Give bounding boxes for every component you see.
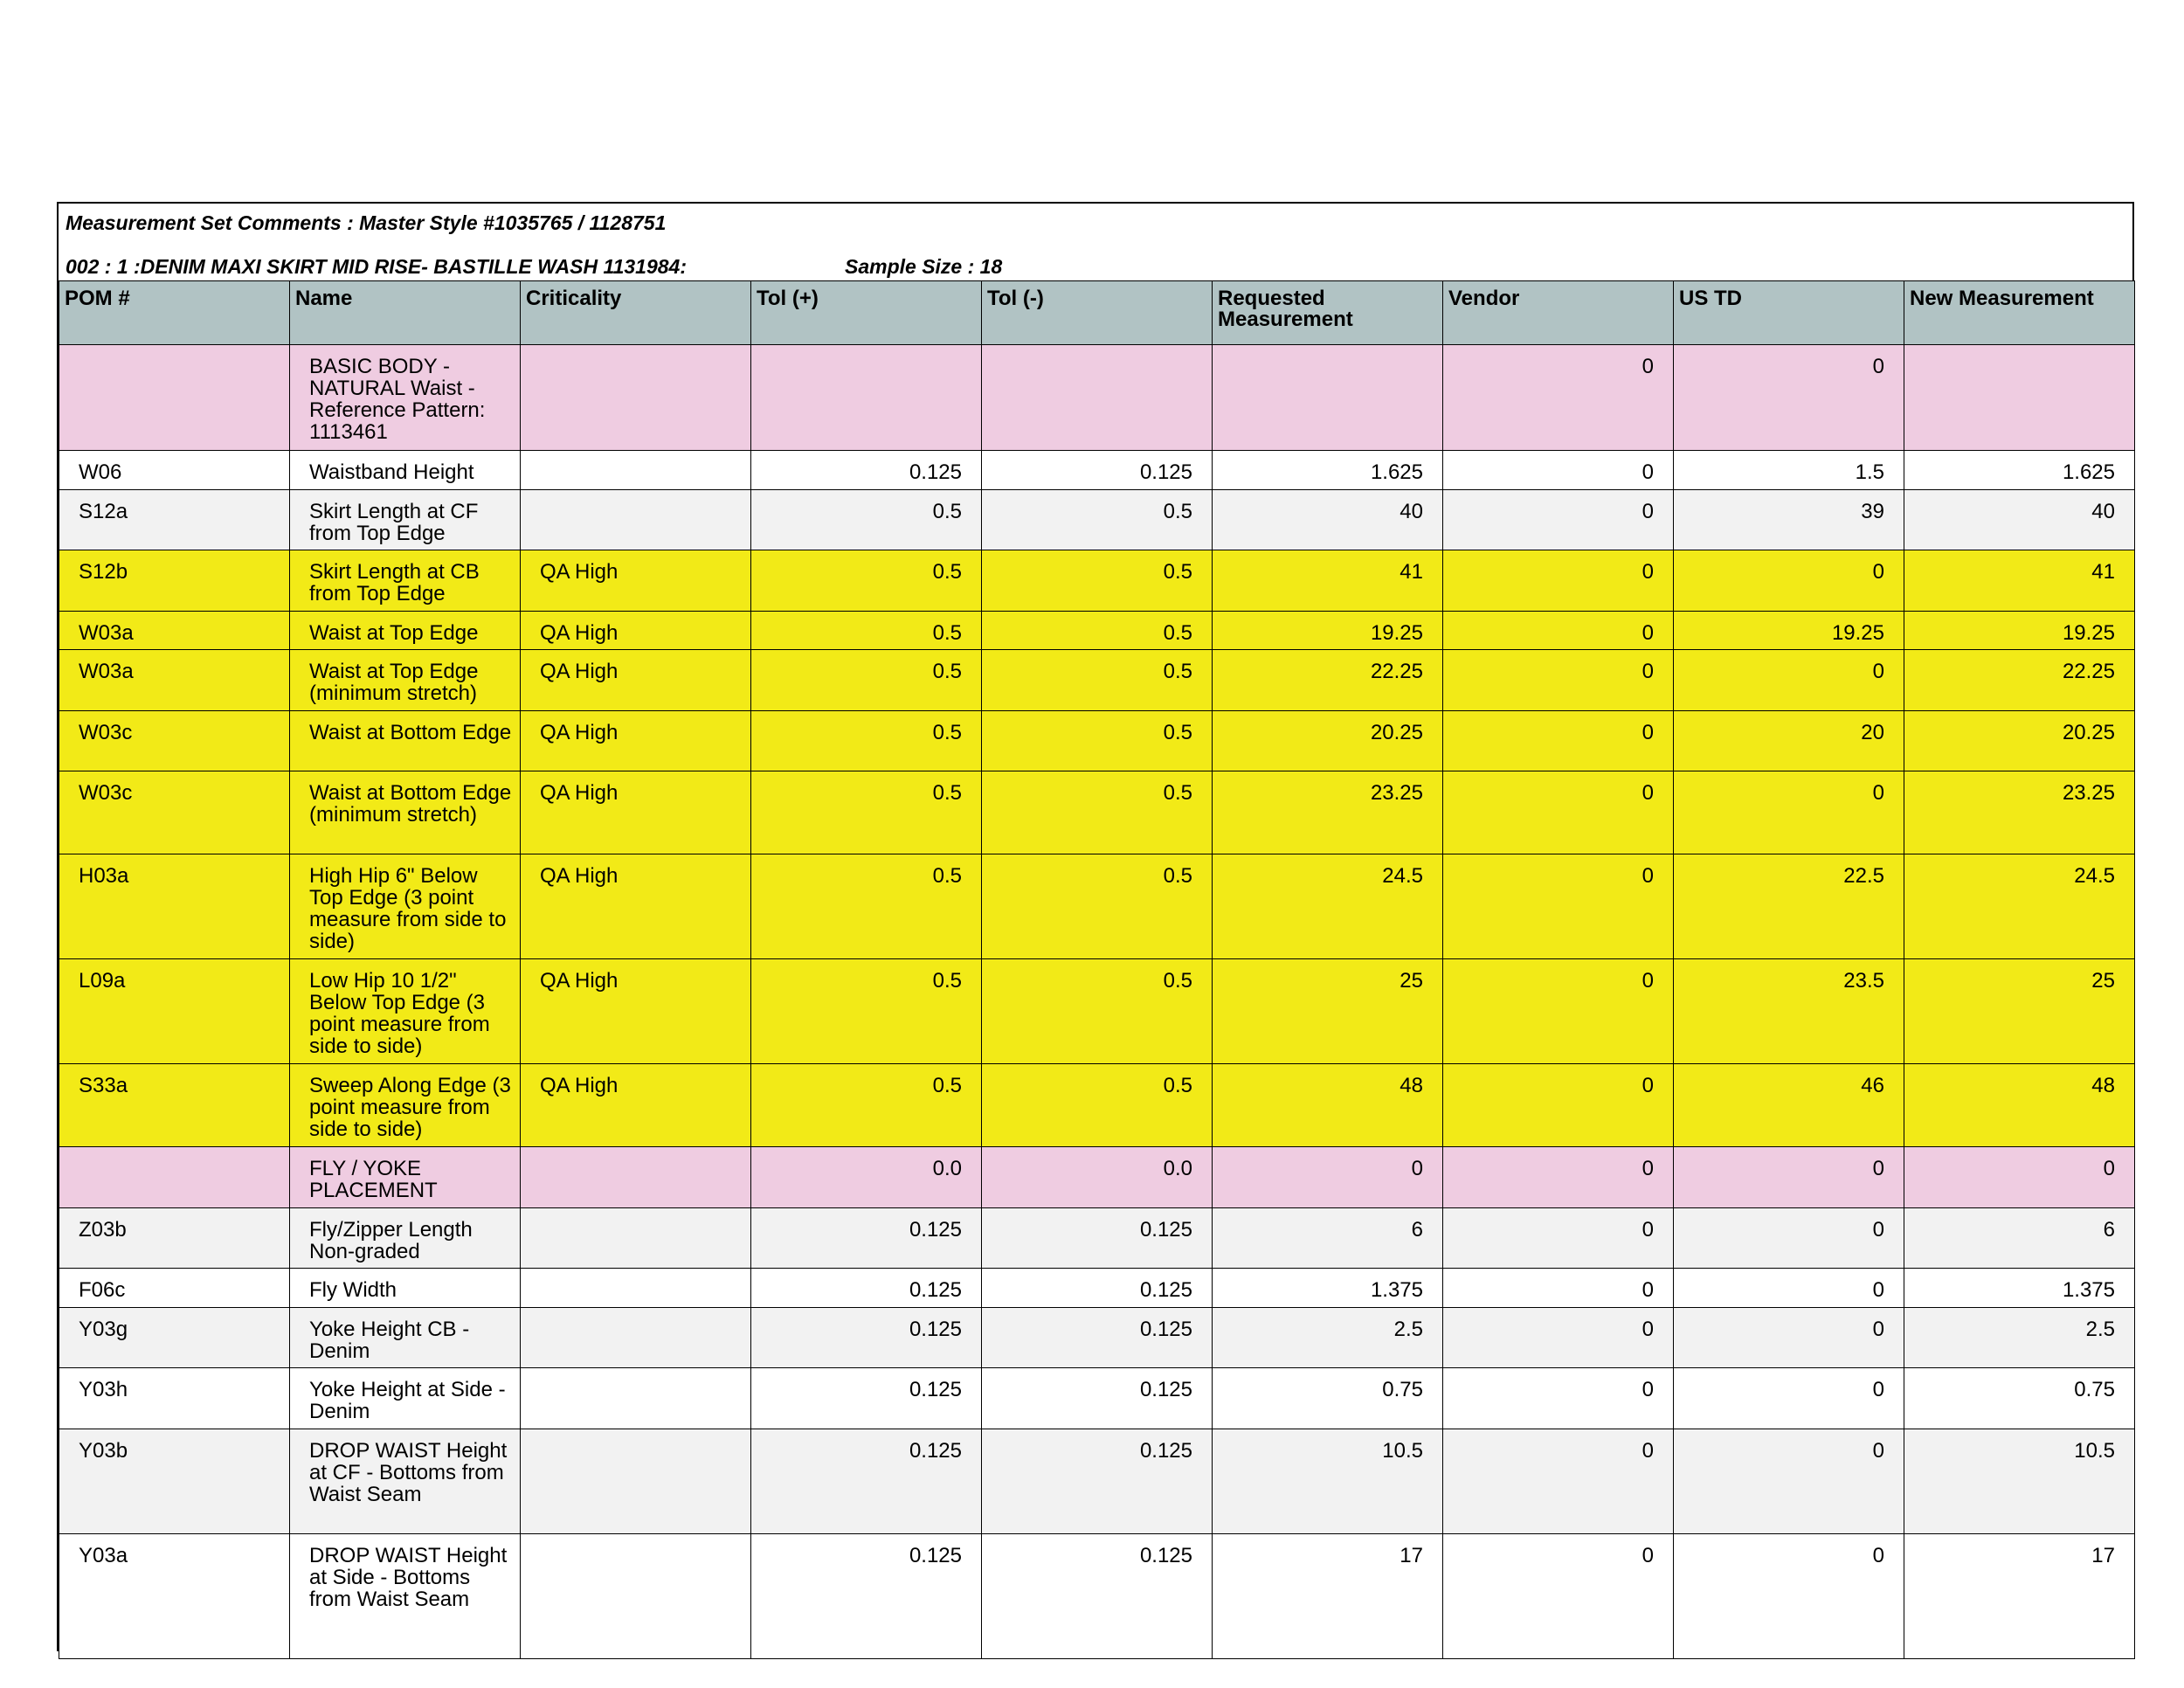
name-cell: Waist at Bottom Edge (minimum stretch) xyxy=(290,771,521,854)
table-row xyxy=(59,1429,2135,1534)
pom-cell: Y03b xyxy=(59,1429,290,1534)
tol-plus-cell: 0.5 xyxy=(751,711,982,771)
name-cell: Fly Width xyxy=(290,1269,521,1308)
us-td-cell: 0 xyxy=(1674,650,1904,711)
pom-cell: S12b xyxy=(59,550,290,612)
pom-cell: Y03a xyxy=(59,1534,290,1659)
col-header-requested: Requested Measurement xyxy=(1213,281,1443,345)
name-cell: DROP WAIST Height at CF - Bottoms from Waist Seam xyxy=(290,1429,521,1534)
name-cell: High Hip 6" Below Top Edge (3 point measure from side to side) xyxy=(290,854,521,959)
us-td-cell: 0 xyxy=(1674,1429,1904,1534)
table-row xyxy=(59,1534,2135,1659)
table-row xyxy=(59,490,2135,550)
header-row xyxy=(59,281,2135,345)
tol-plus-cell xyxy=(751,345,982,451)
criticality-cell: QA High xyxy=(521,650,751,711)
vendor-cell: 0 xyxy=(1443,1147,1674,1208)
table-row xyxy=(59,711,2135,771)
vendor-cell: 0 xyxy=(1443,1064,1674,1147)
new-measurement-cell: 17 xyxy=(1904,1534,2135,1659)
new-measurement-cell: 10.5 xyxy=(1904,1429,2135,1534)
us-td-cell: 46 xyxy=(1674,1064,1904,1147)
tol-plus-cell: 0.125 xyxy=(751,1534,982,1659)
new-measurement-cell: 23.25 xyxy=(1904,771,2135,854)
table-row xyxy=(59,854,2135,959)
table-row xyxy=(59,451,2135,490)
tol-plus-cell: 0.125 xyxy=(751,1429,982,1534)
name-cell: Skirt Length at CF from Top Edge xyxy=(290,490,521,550)
pom-cell: Y03h xyxy=(59,1368,290,1429)
us-td-cell: 0 xyxy=(1674,1208,1904,1269)
vendor-cell: 0 xyxy=(1443,1368,1674,1429)
requested-cell: 19.25 xyxy=(1213,612,1443,650)
us-td-cell: 0 xyxy=(1674,550,1904,612)
tol-plus-cell: 0.5 xyxy=(751,959,982,1064)
vendor-cell: 0 xyxy=(1443,550,1674,612)
col-header-new-measurement: New Measurement xyxy=(1904,281,2135,345)
requested-cell: 0.75 xyxy=(1213,1368,1443,1429)
tol-minus-cell: 0.125 xyxy=(982,1429,1213,1534)
us-td-cell: 23.5 xyxy=(1674,959,1904,1064)
criticality-cell: QA High xyxy=(521,771,751,854)
style-line: 002 : 1 :DENIM MAXI SKIRT MID RISE- BASTILLE WASH 1131984: xyxy=(66,255,688,278)
name-cell: Fly/Zipper Length Non-graded xyxy=(290,1208,521,1269)
us-td-cell: 0 xyxy=(1674,1147,1904,1208)
new-measurement-cell: 1.375 xyxy=(1904,1269,2135,1308)
tol-minus-cell: 0.125 xyxy=(982,451,1213,490)
col-header-name: Name xyxy=(290,281,521,345)
pom-cell: H03a xyxy=(59,854,290,959)
tol-minus-cell: 0.125 xyxy=(982,1308,1213,1368)
us-td-cell: 0 xyxy=(1674,1269,1904,1308)
table-row xyxy=(59,1368,2135,1429)
name-cell: DROP WAIST Height at Side - Bottoms from Waist Seam xyxy=(290,1534,521,1659)
requested-cell: 40 xyxy=(1213,490,1443,550)
tol-plus-cell: 0.5 xyxy=(751,854,982,959)
requested-cell: 25 xyxy=(1213,959,1443,1064)
vendor-cell: 0 xyxy=(1443,1208,1674,1269)
us-td-cell: 0 xyxy=(1674,1534,1904,1659)
tol-plus-cell: 0.5 xyxy=(751,550,982,612)
col-header-tol-minus: Tol (-) xyxy=(982,281,1213,345)
tol-plus-cell: 0.125 xyxy=(751,1208,982,1269)
us-td-cell: 0 xyxy=(1674,1368,1904,1429)
sample-size: Sample Size : 18 xyxy=(845,255,1003,278)
new-measurement-cell xyxy=(1904,345,2135,451)
name-cell: Yoke Height CB - Denim xyxy=(290,1308,521,1368)
pom-cell: W03c xyxy=(59,771,290,854)
vendor-cell: 0 xyxy=(1443,650,1674,711)
new-measurement-cell: 0.75 xyxy=(1904,1368,2135,1429)
tol-minus-cell: 0.5 xyxy=(982,854,1213,959)
criticality-cell xyxy=(521,1147,751,1208)
requested-cell: 41 xyxy=(1213,550,1443,612)
tol-plus-cell: 0.125 xyxy=(751,451,982,490)
vendor-cell: 0 xyxy=(1443,612,1674,650)
criticality-cell xyxy=(521,1429,751,1534)
name-cell: FLY / YOKE PLACEMENT xyxy=(290,1147,521,1208)
new-measurement-cell: 41 xyxy=(1904,550,2135,612)
us-td-cell: 0 xyxy=(1674,1308,1904,1368)
col-header-us-td: US TD xyxy=(1674,281,1904,345)
pom-cell: L09a xyxy=(59,959,290,1064)
pom-cell xyxy=(59,1147,290,1208)
table-row xyxy=(59,1308,2135,1368)
tol-minus-cell: 0.5 xyxy=(982,711,1213,771)
new-measurement-cell: 2.5 xyxy=(1904,1308,2135,1368)
us-td-cell: 22.5 xyxy=(1674,854,1904,959)
name-cell: Skirt Length at CB from Top Edge xyxy=(290,550,521,612)
requested-cell xyxy=(1213,345,1443,451)
new-measurement-cell: 20.25 xyxy=(1904,711,2135,771)
us-td-cell: 1.5 xyxy=(1674,451,1904,490)
pom-cell: Z03b xyxy=(59,1208,290,1269)
name-cell: Waist at Bottom Edge xyxy=(290,711,521,771)
criticality-cell: QA High xyxy=(521,550,751,612)
tol-plus-cell: 0.0 xyxy=(751,1147,982,1208)
col-header-tol-plus: Tol (+) xyxy=(751,281,982,345)
requested-cell: 0 xyxy=(1213,1147,1443,1208)
tol-plus-cell: 0.5 xyxy=(751,771,982,854)
table-row xyxy=(59,959,2135,1064)
criticality-cell xyxy=(521,1208,751,1269)
tol-plus-cell: 0.5 xyxy=(751,1064,982,1147)
col-header-pom: POM # xyxy=(59,281,290,345)
tol-plus-cell: 0.125 xyxy=(751,1308,982,1368)
table-row xyxy=(59,1208,2135,1269)
vendor-cell: 0 xyxy=(1443,490,1674,550)
requested-cell: 24.5 xyxy=(1213,854,1443,959)
requested-cell: 48 xyxy=(1213,1064,1443,1147)
new-measurement-cell: 40 xyxy=(1904,490,2135,550)
criticality-cell xyxy=(521,490,751,550)
name-cell: Low Hip 10 1/2" Below Top Edge (3 point measure from side to side) xyxy=(290,959,521,1064)
tol-plus-cell: 0.125 xyxy=(751,1368,982,1429)
requested-cell: 23.25 xyxy=(1213,771,1443,854)
vendor-cell: 0 xyxy=(1443,345,1674,451)
us-td-cell: 0 xyxy=(1674,345,1904,451)
name-cell: Waist at Top Edge xyxy=(290,612,521,650)
pom-cell: W03a xyxy=(59,650,290,711)
name-cell: Waistband Height xyxy=(290,451,521,490)
new-measurement-cell: 19.25 xyxy=(1904,612,2135,650)
criticality-cell xyxy=(521,451,751,490)
table-row xyxy=(59,1269,2135,1308)
col-header-criticality: Criticality xyxy=(521,281,751,345)
pom-cell: Y03g xyxy=(59,1308,290,1368)
requested-cell: 20.25 xyxy=(1213,711,1443,771)
pom-cell: W03a xyxy=(59,612,290,650)
tol-minus-cell: 0.0 xyxy=(982,1147,1213,1208)
criticality-cell xyxy=(521,345,751,451)
us-td-cell: 19.25 xyxy=(1674,612,1904,650)
new-measurement-cell: 48 xyxy=(1904,1064,2135,1147)
pom-cell: W06 xyxy=(59,451,290,490)
tol-minus-cell xyxy=(982,345,1213,451)
requested-cell: 22.25 xyxy=(1213,650,1443,711)
new-measurement-cell: 0 xyxy=(1904,1147,2135,1208)
criticality-cell xyxy=(521,1308,751,1368)
requested-cell: 1.625 xyxy=(1213,451,1443,490)
tol-minus-cell: 0.125 xyxy=(982,1368,1213,1429)
name-cell: Sweep Along Edge (3 point measure from side to side) xyxy=(290,1064,521,1147)
us-td-cell: 0 xyxy=(1674,771,1904,854)
new-measurement-cell: 22.25 xyxy=(1904,650,2135,711)
us-td-cell: 20 xyxy=(1674,711,1904,771)
tol-minus-cell: 0.125 xyxy=(982,1269,1213,1308)
requested-cell: 10.5 xyxy=(1213,1429,1443,1534)
tol-minus-cell: 0.5 xyxy=(982,612,1213,650)
tol-minus-cell: 0.5 xyxy=(982,1064,1213,1147)
new-measurement-cell: 6 xyxy=(1904,1208,2135,1269)
tol-plus-cell: 0.125 xyxy=(751,1269,982,1308)
requested-cell: 1.375 xyxy=(1213,1269,1443,1308)
tol-minus-cell: 0.5 xyxy=(982,490,1213,550)
new-measurement-cell: 1.625 xyxy=(1904,451,2135,490)
tol-plus-cell: 0.5 xyxy=(751,490,982,550)
table-row xyxy=(59,345,2135,451)
criticality-cell: QA High xyxy=(521,711,751,771)
tol-minus-cell: 0.125 xyxy=(982,1208,1213,1269)
tol-minus-cell: 0.5 xyxy=(982,959,1213,1064)
table-row xyxy=(59,650,2135,711)
vendor-cell: 0 xyxy=(1443,959,1674,1064)
table-row xyxy=(59,550,2135,612)
us-td-cell: 39 xyxy=(1674,490,1904,550)
pom-cell: S12a xyxy=(59,490,290,550)
tol-plus-cell: 0.5 xyxy=(751,650,982,711)
tol-minus-cell: 0.125 xyxy=(982,1534,1213,1659)
pom-cell: W03c xyxy=(59,711,290,771)
requested-cell: 2.5 xyxy=(1213,1308,1443,1368)
vendor-cell: 0 xyxy=(1443,1308,1674,1368)
criticality-cell: QA High xyxy=(521,959,751,1064)
table-row xyxy=(59,612,2135,650)
vendor-cell: 0 xyxy=(1443,854,1674,959)
criticality-cell: QA High xyxy=(521,854,751,959)
pom-cell: S33a xyxy=(59,1064,290,1147)
measurement-table xyxy=(59,280,2135,1659)
name-cell: Yoke Height at Side - Denim xyxy=(290,1368,521,1429)
name-cell: BASIC BODY - NATURAL Waist - Reference Pattern: 1113461 xyxy=(290,345,521,451)
requested-cell: 17 xyxy=(1213,1534,1443,1659)
criticality-cell xyxy=(521,1534,751,1659)
criticality-cell: QA High xyxy=(521,612,751,650)
pom-cell: F06c xyxy=(59,1269,290,1308)
vendor-cell: 0 xyxy=(1443,1429,1674,1534)
col-header-vendor: Vendor xyxy=(1443,281,1674,345)
vendor-cell: 0 xyxy=(1443,771,1674,854)
table-row xyxy=(59,771,2135,854)
vendor-cell: 0 xyxy=(1443,1534,1674,1659)
new-measurement-cell: 24.5 xyxy=(1904,854,2135,959)
tol-minus-cell: 0.5 xyxy=(982,650,1213,711)
tol-minus-cell: 0.5 xyxy=(982,771,1213,854)
vendor-cell: 0 xyxy=(1443,1269,1674,1308)
table-row xyxy=(59,1064,2135,1147)
pom-cell xyxy=(59,345,290,451)
tol-minus-cell: 0.5 xyxy=(982,550,1213,612)
comments-line: Measurement Set Comments : Master Style #1035765 / 1128751 xyxy=(66,211,667,234)
name-cell: Waist at Top Edge (minimum stretch) xyxy=(290,650,521,711)
criticality-cell xyxy=(521,1269,751,1308)
tol-plus-cell: 0.5 xyxy=(751,612,982,650)
criticality-cell xyxy=(521,1368,751,1429)
criticality-cell: QA High xyxy=(521,1064,751,1147)
requested-cell: 6 xyxy=(1213,1208,1443,1269)
vendor-cell: 0 xyxy=(1443,711,1674,771)
new-measurement-cell: 25 xyxy=(1904,959,2135,1064)
table-row xyxy=(59,1147,2135,1208)
measurement-sheet xyxy=(57,202,2134,1651)
vendor-cell: 0 xyxy=(1443,451,1674,490)
